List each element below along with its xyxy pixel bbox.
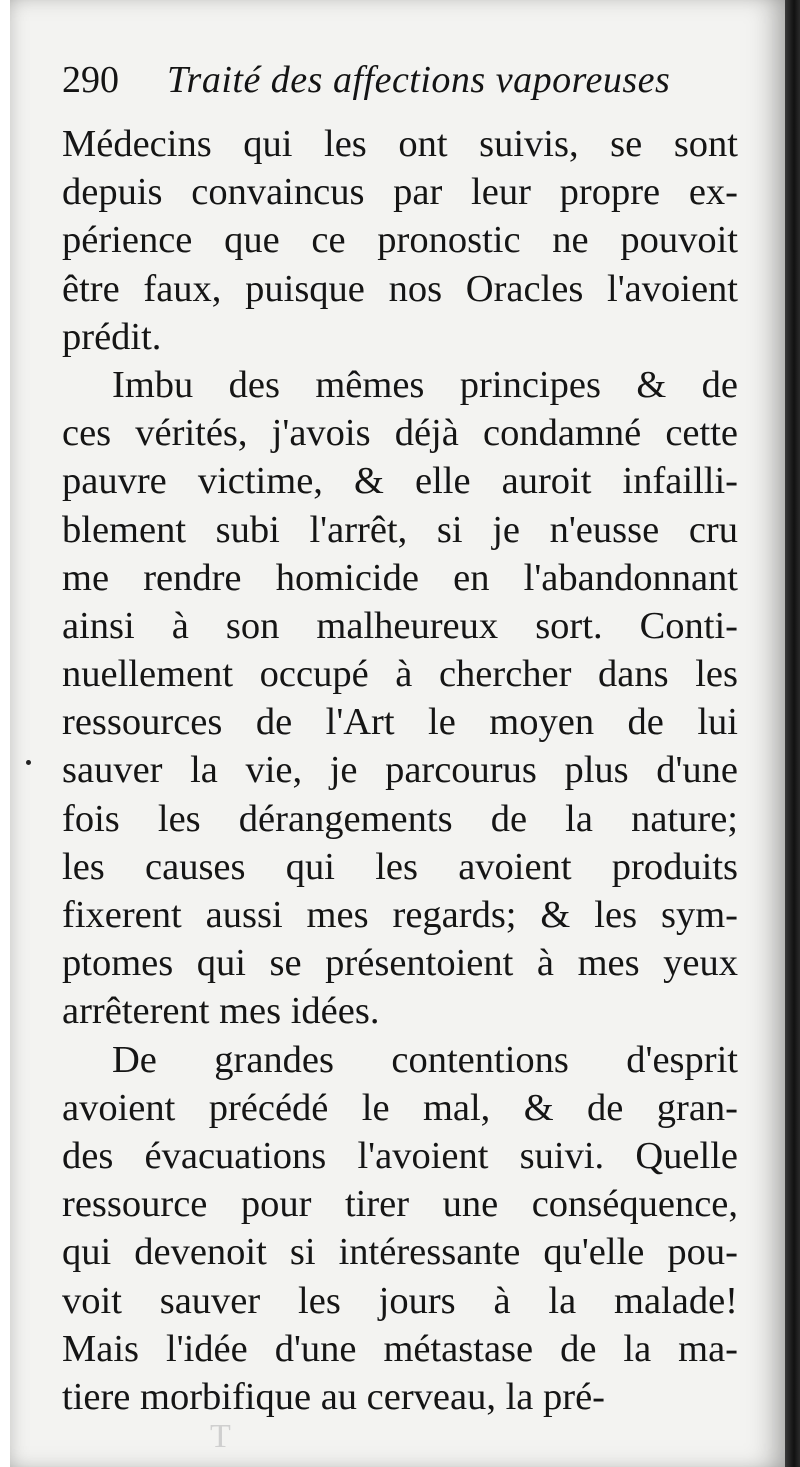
text-line: qui devenoit si intéressante qu'elle pou- — [62, 1231, 738, 1274]
text-line: ainsi à son malheureux sort. Conti- — [62, 604, 738, 647]
text-line: Mais l'idée d'une métastase de la ma- — [62, 1327, 738, 1370]
text-line: fixerent aussi mes regards; & les sym- — [62, 894, 738, 936]
text-line: Imbu des mêmes principes & de — [112, 363, 738, 406]
text-line: ptomes qui se présentoient à mes yeux — [62, 942, 738, 985]
text-line: voit sauver les jours à la malade! — [62, 1279, 738, 1322]
text-line: avoient précédé le mal, & de gran- — [62, 1086, 738, 1129]
text-line: tiere morbifique au cerveau, la pré- — [62, 1375, 605, 1418]
text-line: prédit. — [62, 315, 162, 358]
text-line: être faux, puisque nos Oracles l'avoient — [62, 267, 738, 310]
text-line: fois les dérangements de la nature; — [62, 797, 738, 840]
text-line: nuellement occupé à chercher dans les — [62, 653, 738, 696]
ink-speck — [26, 760, 31, 765]
text-line: des évacuations l'avoient suivi. Quelle — [62, 1134, 738, 1177]
paragraph — [62, 1036, 738, 1422]
text-line: ces vérités, j'avois déjà condamné cette — [62, 412, 738, 455]
text-line: sauver la vie, je parcourus plus d'une — [62, 749, 738, 792]
text-line: De grandes contentions d'esprit — [112, 1038, 738, 1081]
text-line: me rendre homicide en l'abandonnant — [62, 556, 738, 599]
text-line: Médecins qui les ont suivis, se sont — [62, 123, 738, 165]
page-edge-shadow — [785, 0, 800, 1467]
text-line: arrêterent mes idées. — [62, 990, 380, 1033]
text-line: ressource pour tirer une conséquence, — [62, 1183, 738, 1226]
text-line: périence que ce pronostic ne pouvoit — [62, 219, 738, 262]
text-line: depuis convaincus par leur propre ex- — [62, 171, 738, 214]
page-number: 290 — [62, 59, 119, 101]
running-title: Traité des affections vaporeuses — [167, 59, 671, 101]
text-line: ressources de l'Art le moyen de lui — [62, 701, 738, 744]
body-text — [62, 120, 738, 1421]
catchword: T — [210, 1418, 231, 1455]
text-line: pauvre victime, & elle auroit infailli- — [62, 460, 738, 503]
text-line: les causes qui les avoient produits — [62, 845, 738, 888]
paragraph — [62, 361, 738, 1036]
paragraph — [62, 120, 738, 361]
page-header — [62, 56, 702, 104]
text-line: blement subi l'arrêt, si je n'eusse cru — [62, 508, 738, 551]
